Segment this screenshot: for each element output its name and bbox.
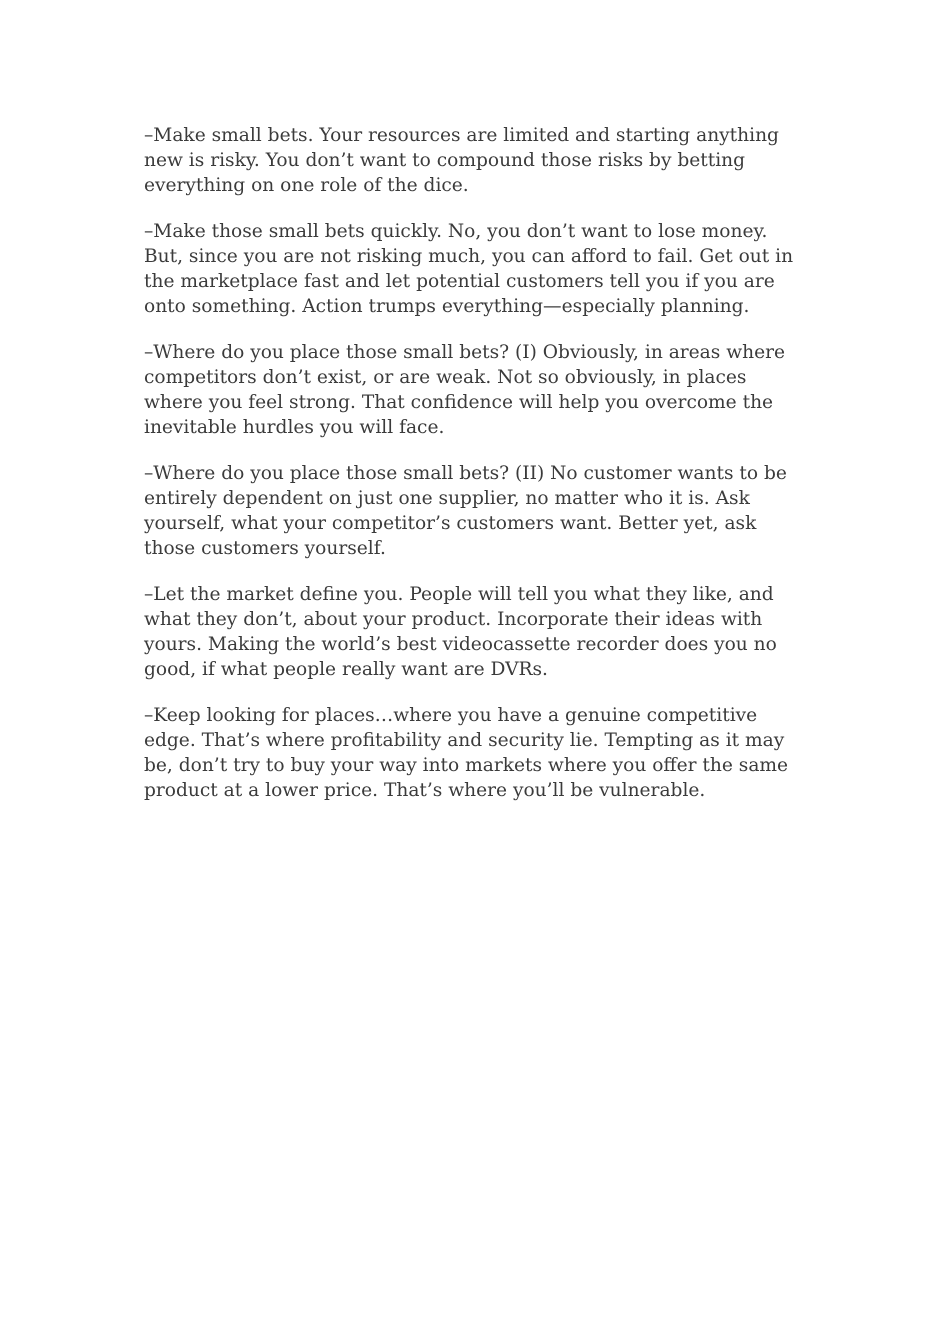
paragraph-competitive-edge: –Keep looking for places…where you have a genuine competitive edge. That’s where profitability and security lie. Tempting as it may be, don’t try to buy your way into markets where you offer the same product at a lower price. That’s where you’ll be vulnerable. <box>144 705 789 801</box>
paragraph-where-to-bet-1: –Where do you place those small bets? (I) Obviously, in areas where competitors don’t exist, or are weak. Not so obviously, in places where you feel strong. That confidence will help you overcome the inevitable hurdles you will face. <box>144 342 786 438</box>
document-body <box>144 123 810 824</box>
paragraph-make-small-bets: –Make small bets. Your resources are limited and starting anything new is risky. You don’t want to compound those risks by betting everything on one role of the dice. <box>144 125 779 196</box>
paragraph-market-define-you: –Let the market define you. People will tell you what they like, and what they don’t, about your product. Incorporate their ideas with yours. Making the world’s best videocassette recorder does you no good, if what people really want are DVRs. <box>144 584 777 680</box>
paragraph-bet-quickly: –Make those small bets quickly. No, you don’t want to lose money. But, since you are not risking much, you can afford to fail. Get out in the marketplace fast and let potential customers tell you if you are onto something. Action trumps everything—especially planning. <box>144 221 794 317</box>
paragraph-where-to-bet-2: –Where do you place those small bets? (II) No customer wants to be entirely dependent on just one supplier, no matter who it is. Ask yourself, what your competitor’s customers want. Better yet, ask those customers yourself. <box>144 463 787 559</box>
